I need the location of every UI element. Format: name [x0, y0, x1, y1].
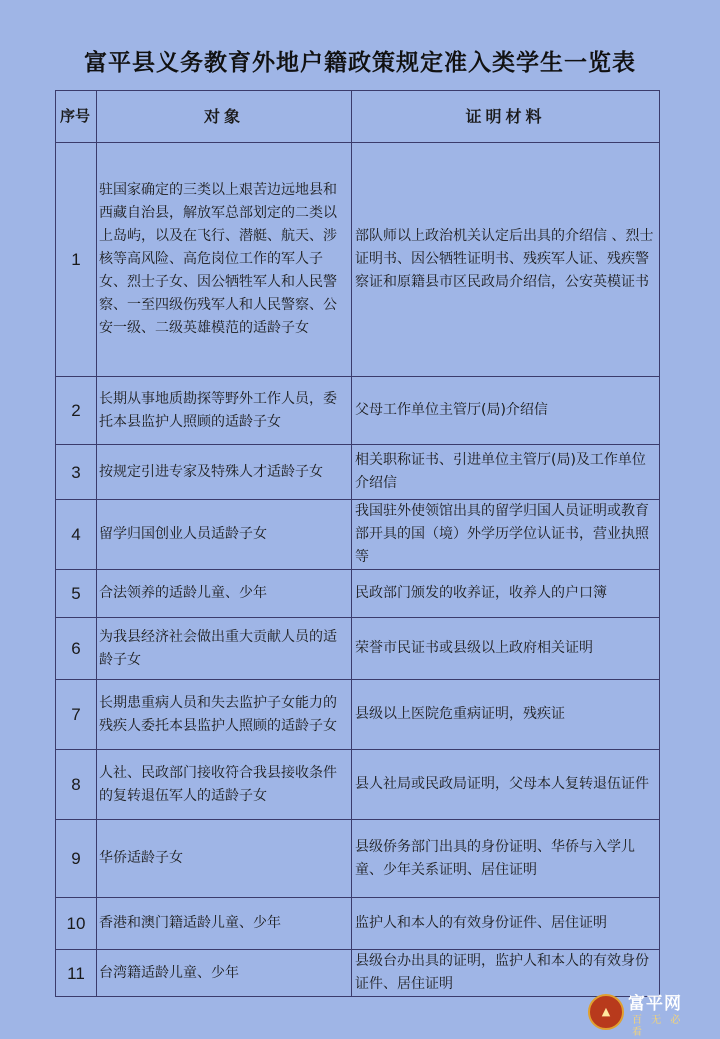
header-subject: 对象 — [97, 91, 352, 143]
row-material: 县人社局或民政局证明，父母本人复转退伍证件 — [352, 750, 660, 820]
row-material: 县级侨务部门出具的身份证明、华侨与入学儿童、少年关系证明、居住证明 — [352, 820, 660, 898]
row-subject: 人社、民政部门接收符合我县接收条件的复转退伍军人的适龄子女 — [97, 750, 352, 820]
table-row — [56, 570, 660, 618]
row-subject: 按规定引进专家及特殊人才适龄子女 — [97, 445, 352, 500]
row-number: 8 — [56, 750, 97, 820]
row-material: 部队师以上政治机关认定后出具的介绍信 、烈士证明书、因公牺牲证明书、残疾军人证、残疾警察证和原籍县市区民政局介绍信，公安英模证书 — [352, 143, 660, 377]
row-material: 相关职称证书、引进单位主管厅(局)及工作单位介绍信 — [352, 445, 660, 500]
row-number: 3 — [56, 445, 97, 500]
watermark-slogan: 百 无 必 看 — [632, 1015, 684, 1038]
table-row — [56, 143, 660, 377]
row-number: 9 — [56, 820, 97, 898]
table-row — [56, 898, 660, 950]
table-row — [56, 680, 660, 750]
row-material: 监护人和本人的有效身份证件、居住证明 — [352, 898, 660, 950]
header-no: 序号 — [56, 91, 97, 143]
row-material: 民政部门颁发的收养证，收养人的户口簿 — [352, 570, 660, 618]
row-subject: 留学归国创业人员适龄子女 — [97, 500, 352, 570]
row-subject: 长期从事地质勘探等野外工作人员，委托本县监护人照顾的适龄子女 — [97, 377, 352, 445]
watermark-logo — [588, 994, 700, 1038]
row-subject: 合法领养的适龄儿童、少年 — [97, 570, 352, 618]
row-number: 11 — [56, 950, 97, 997]
row-subject: 台湾籍适龄儿童、少年 — [97, 950, 352, 997]
row-number: 5 — [56, 570, 97, 618]
row-subject: 香港和澳门籍适龄儿童、少年 — [97, 898, 352, 950]
table-row — [56, 618, 660, 680]
policy-table — [55, 90, 660, 997]
row-subject: 华侨适龄子女 — [97, 820, 352, 898]
row-number: 10 — [56, 898, 97, 950]
row-number: 2 — [56, 377, 97, 445]
table-header-row — [56, 91, 660, 143]
table-row — [56, 750, 660, 820]
row-number: 7 — [56, 680, 97, 750]
table-row — [56, 950, 660, 997]
row-number: 1 — [56, 143, 97, 377]
page-title: 富平县义务教育外地户籍政策规定准入类学生一览表 — [84, 49, 636, 76]
header-material: 证明材料 — [352, 91, 660, 143]
row-material: 县级以上医院危重病证明，残疾证 — [352, 680, 660, 750]
row-subject: 驻国家确定的三类以上艰苦边远地县和西藏自治县，解放军总部划定的二类以上岛屿，以及在飞行、潜艇、航天、涉核等高风险、高危岗位工作的军人子女、烈士子女、因公牺牲军人和人民警察、一至四级伤残军人和人民警察、公安一级、二级英雄模范的适龄子女 — [97, 143, 352, 377]
row-subject: 为我县经济社会做出重大贡献人员的适龄子女 — [97, 618, 352, 680]
table-row — [56, 820, 660, 898]
row-material: 我国驻外使领馆出具的留学归国人员证明或教育部开具的国（境）外学历学位认证书，营业执照等 — [352, 500, 660, 570]
watermark-brand: 富平网 — [628, 994, 682, 1014]
row-material: 荣誉市民证书或县级以上政府相关证明 — [352, 618, 660, 680]
table-row — [56, 377, 660, 445]
table-row — [56, 500, 660, 570]
row-subject: 长期患重病人员和失去监护子女能力的残疾人委托本县监护人照顾的适龄子女 — [97, 680, 352, 750]
row-material: 父母工作单位主管厅(局)介绍信 — [352, 377, 660, 445]
table-row — [56, 445, 660, 500]
tower-icon: ▲ — [588, 994, 624, 1030]
row-number: 4 — [56, 500, 97, 570]
row-material: 县级台办出具的证明，监护人和本人的有效身份证件、居住证明 — [352, 950, 660, 997]
row-number: 6 — [56, 618, 97, 680]
